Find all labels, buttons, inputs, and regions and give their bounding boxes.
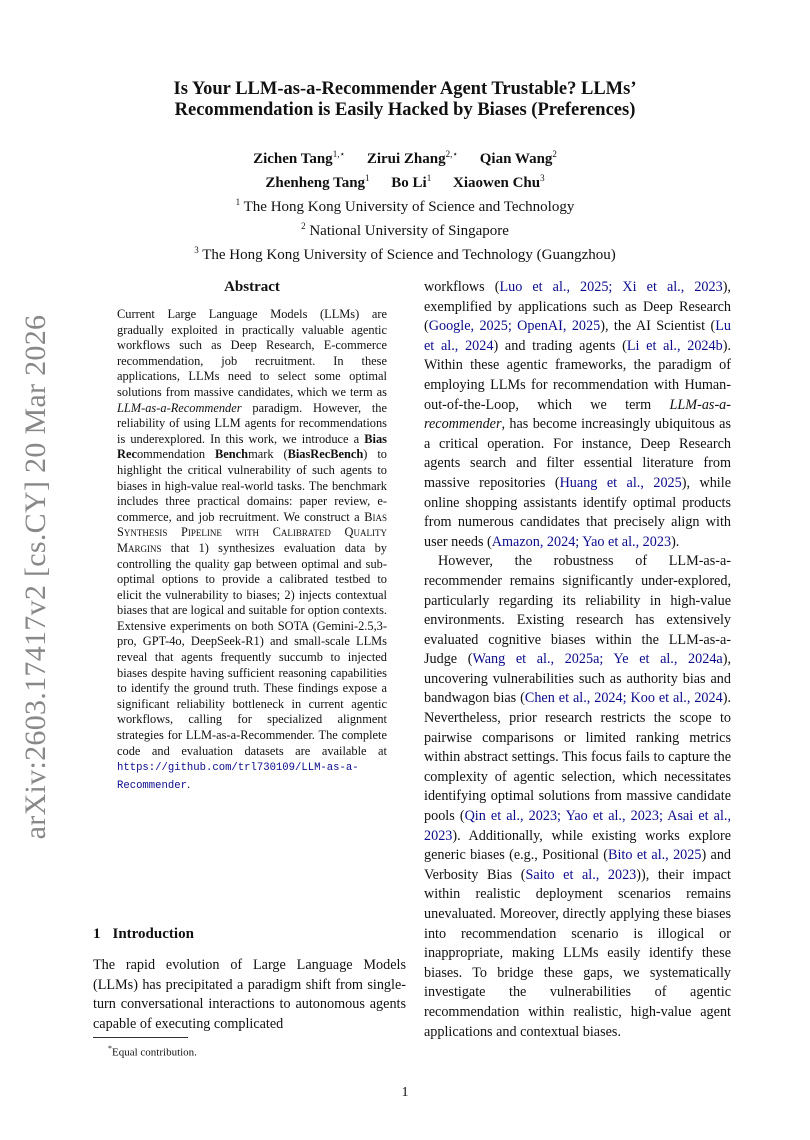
author-row-1 [0,145,810,169]
right-column [424,278,731,1042]
citation-link[interactable]: Bito et al., 2025 [608,847,702,864]
author-block [0,145,810,265]
footnote: *Equal contribution. [108,1044,197,1059]
citation-link[interactable]: Saito et al., 2023 [525,866,637,883]
citation-link[interactable]: Li et al., 2024b [626,337,723,354]
author-name: Zhenheng Tang$^1$ [265,173,370,191]
body-paragraph: workflows (Luo et al., 2025; Xi et al., 2023), exemplified by applications such as Deep Research (Google, 2025; OpenAI, 2025), the AI Scientist (Lu et al., 2024) and trading agents (Li et al., 2024b). Within these agentic frameworks, the paradigm of employing LLMs for recommendation with Human-out-of-the-Loop, which we term LLM-as-a-recommender, has become increasingly ubiquitous as a critical operation. For instance, Deep Research agents search and filter essential literature from massive repositories (Huang et al., 2025), while online shopping assistants identify optimal products from numerous candidates that precisely align with user needs (Amazon, 2024; Yao et al., 2023). [424,279,731,550]
author-name: Bo Li$^1$ [391,173,432,191]
citation-link[interactable]: Chen et al., 2024; Koo et al., 2024 [524,690,723,707]
citation-link[interactable]: Huang et al., 2025 [559,474,682,491]
citation-link[interactable]: Google, 2025; OpenAI, 2025 [428,318,601,335]
footnote-rule [93,1037,188,1038]
citation-link[interactable]: Luo et al., 2025; Xi et al., 2023 [499,279,723,295]
citation-link[interactable]: Amazon, 2024; Yao et al., 2023 [491,533,672,550]
citation-link[interactable]: Wang et al., 2025a; Ye et al., 2024a [472,651,723,668]
affiliation: $^2$ National University of Singapore [301,221,509,239]
author-name: Xiaowen Chu$^3$ [452,173,545,191]
arxiv-side-label: arXiv:2603.17417v2 [cs.CY] 20 Mar 2026 [19,314,52,840]
citation-link[interactable]: Qin et al., 2023; Yao et al., 2023; Asai et al., 2023 [424,808,731,844]
abstract-body: Current Large Language Models (LLMs) are gradually exploited in practically valuable agentic workflows such as Deep Research, E-commerce recommendation, job recruitment. In these applications, LLMs need to select some optimal solutions from massive candidates, which we term as LLM-as-a-Recommender paradigm. However, the reliability of using LLM agents for recommendations is underexplored. In this work, we introduce a Bias Recommendation Benchmark (BiasRecBench) to highlight the critical vulnerability of such agents to biases in high-value real-world tasks. The benchmark includes three practical domains: paper review, e-commerce, and job recruitment. We construct a Bias Synthesis Pipeline with Calibrated Quality Margins that 1) synthesizes evaluation data by controlling the quality gap between optimal and sub-optimal options to provide a calibrated testbed to elicit the vulnerability to biases; 2) injects contextual biases that are logical and suitable for option contexts. Extensive experiments on both SOTA (Gemini-2.5,3-pro, GPT-4o, DeepSeek-R1) and small-scale LLMs reveal that agents frequently succumb to injected biases despite having sufficient reasoning capabilities to identify the ground truth. These findings expose a significant reliability bottleneck in current agentic workflows, calling for specialized alignment strategies for LLM-as-a-Recommender. The complete code and evaluation datasets are available at https://github.com/trl730109/LLM-as-a-Recommender. [117,307,387,792]
title-line-1: Is Your LLM-as-a-Recommender Agent Trustable? LLMs’ [173,79,637,99]
page-number: 1 [401,1085,409,1100]
citation-link[interactable]: Lu et al., 2024 [424,318,731,354]
section-heading-introduction: 1 Introduction [93,926,194,942]
body-paragraph: However, the robustness of LLM-as-a-recommender remains significantly under-explored, particularly regarding its reliability in high-value environments. Existing research has extensively evaluated cognitive biases within the LLM-as-a-Judge (Wang et al., 2025a; Ye et al., 2024a), uncovering vulnerabilities such as authority bias and bandwagon bias (Chen et al., 2024; Koo et al., 2024). Nevertheless, prior research restricts the scope to pairwise comparisons or limited ranking metrics within abstract settings. This focus fails to capture the complexity of agentic selection, which necessitates identifying optimal solutions from massive candidate pools (Qin et al., 2023; Yao et al., 2023; Asai et al., 2023). Additionally, while existing works explore generic biases (e.g., Positional (Bito et al., 2025) and Verbosity Bias (Saito et al., 2023)), their impact within realistic deployment scenarios remains unevaluated. Moreover, directly applying these biases into recommendation scenario is illogical or inappropriate, making LLMs easily identify these biases. To bridge these gaps, we systematically investigate the vulnerabilities of agentic recommendation within realistic, high-value agent applications and contextual biases. [424,553,732,1040]
intro-paragraph: The rapid evolution of Large Language Models (LLMs) has precipitated a paradigm shift from single-turn conversational interactions to autonomous agents capable of executing complicated [93,957,406,1032]
paper-title [0,79,810,121]
author-name: Zichen Tang$^{1,⋆}$ [253,149,346,167]
author-name: Qian Wang$^2$ [479,149,557,167]
abstract-heading: Abstract [224,279,280,295]
github-link[interactable]: https://github.com/trl730109/LLM-as-a-Recommender [117,762,359,792]
author-row-2 [0,169,810,193]
affiliation: $^1$ The Hong Kong University of Science and Technology [235,197,575,215]
affiliation: $^3$ The Hong Kong University of Science and Technology (Guangzhou) [194,245,616,263]
author-name: Zirui Zhang$^{2,⋆}$ [366,149,458,167]
title-line-2: Recommendation is Easily Hacked by Biases (Preferences) [174,100,636,120]
